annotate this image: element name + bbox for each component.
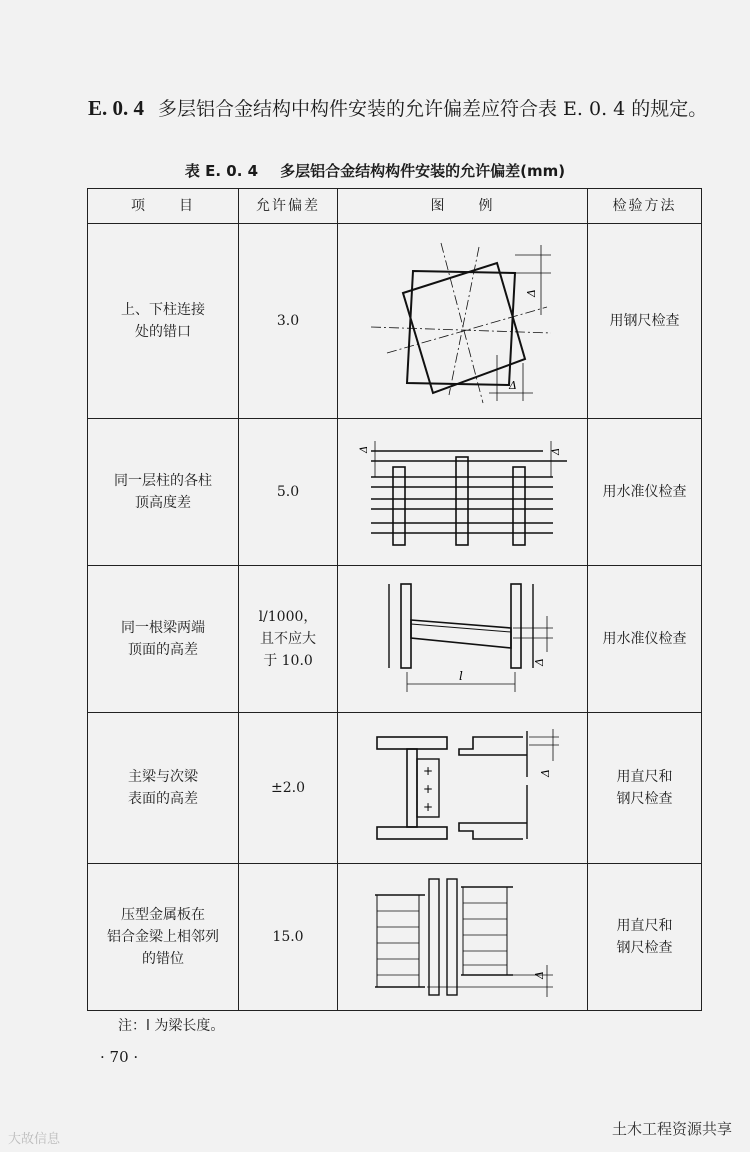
table-row <box>88 864 702 1011</box>
cell-figure <box>338 224 588 419</box>
cell-figure <box>338 419 588 566</box>
cell-item: 上、下柱连接 处的错口 <box>88 224 239 419</box>
delta-label: Δ <box>550 447 562 455</box>
table-row <box>88 419 702 566</box>
cell-tolerance: ±2.0 <box>239 713 338 864</box>
svg-text:+: + <box>422 782 433 796</box>
watermark-right: 土木工程资源共享 <box>611 1120 732 1138</box>
cell-item: 压型金属板在 铝合金梁上相邻列 的错位 <box>88 864 239 1011</box>
cell-method: 用水准仪检查 <box>588 566 702 713</box>
cell-item: 主梁与次梁 表面的高差 <box>88 713 239 864</box>
cell-tolerance: l/1000， 且不应大 于 10.0 <box>239 566 338 713</box>
table-row <box>88 566 702 713</box>
delta-label: Δ <box>532 658 546 666</box>
header-item: 项 目 <box>88 189 239 224</box>
svg-text:+: + <box>422 800 433 814</box>
beam-end-height-diagram <box>363 580 563 698</box>
clause-paragraph <box>88 92 728 125</box>
metal-deck-offset-diagram <box>363 875 563 999</box>
table-caption <box>0 160 750 181</box>
column-top-height-diagram <box>353 437 573 547</box>
delta-label: Δ <box>524 289 538 297</box>
table-note: 注：l 为梁长度。 <box>118 1018 225 1034</box>
delta-label: Δ <box>532 971 546 979</box>
cell-tolerance: 15.0 <box>239 864 338 1011</box>
cell-tolerance: 5.0 <box>239 419 338 566</box>
bolt-marks <box>423 764 433 814</box>
cell-figure <box>338 566 588 713</box>
table-header-row <box>88 189 702 224</box>
length-label: l <box>458 669 463 683</box>
cell-method: 用直尺和 钢尺检查 <box>588 713 702 864</box>
table-row <box>88 713 702 864</box>
cell-method: 用直尺和 钢尺检查 <box>588 864 702 1011</box>
delta-label: Δ <box>358 445 370 453</box>
watermark-left: 大故信息 <box>8 1132 61 1147</box>
cell-item: 同一层柱的各柱 顶高度差 <box>88 419 239 566</box>
main-secondary-beam-diagram <box>363 727 563 849</box>
clause-text: 多层铝合金结构中构件安装的允许偏差应符合表 E. 0. 4 的规定。 <box>158 98 708 120</box>
cell-method: 用水准仪检查 <box>588 419 702 566</box>
table-caption-label: 表 E. 0. 4 <box>184 162 259 180</box>
cell-method: 用钢尺检查 <box>588 224 702 419</box>
cell-tolerance: 3.0 <box>239 224 338 419</box>
header-method: 检验方法 <box>588 189 702 224</box>
delta-label: Δ <box>538 769 552 777</box>
clause-number: E. 0. 4 <box>88 96 145 120</box>
column-joint-offset-diagram <box>363 235 563 407</box>
header-tolerance: 允许偏差 <box>239 189 338 224</box>
cell-item: 同一根梁两端 顶面的高差 <box>88 566 239 713</box>
delta-label: Δ <box>508 379 517 392</box>
svg-text:+: + <box>422 764 433 778</box>
tolerance-table <box>87 188 702 1011</box>
table-caption-title: 多层铝合金结构构件安装的允许偏差(mm) <box>280 162 566 180</box>
header-figure: 图 例 <box>338 189 588 224</box>
cell-figure <box>338 713 588 864</box>
page-number: · 70 · <box>100 1048 139 1066</box>
cell-figure <box>338 864 588 1011</box>
table-row <box>88 224 702 419</box>
